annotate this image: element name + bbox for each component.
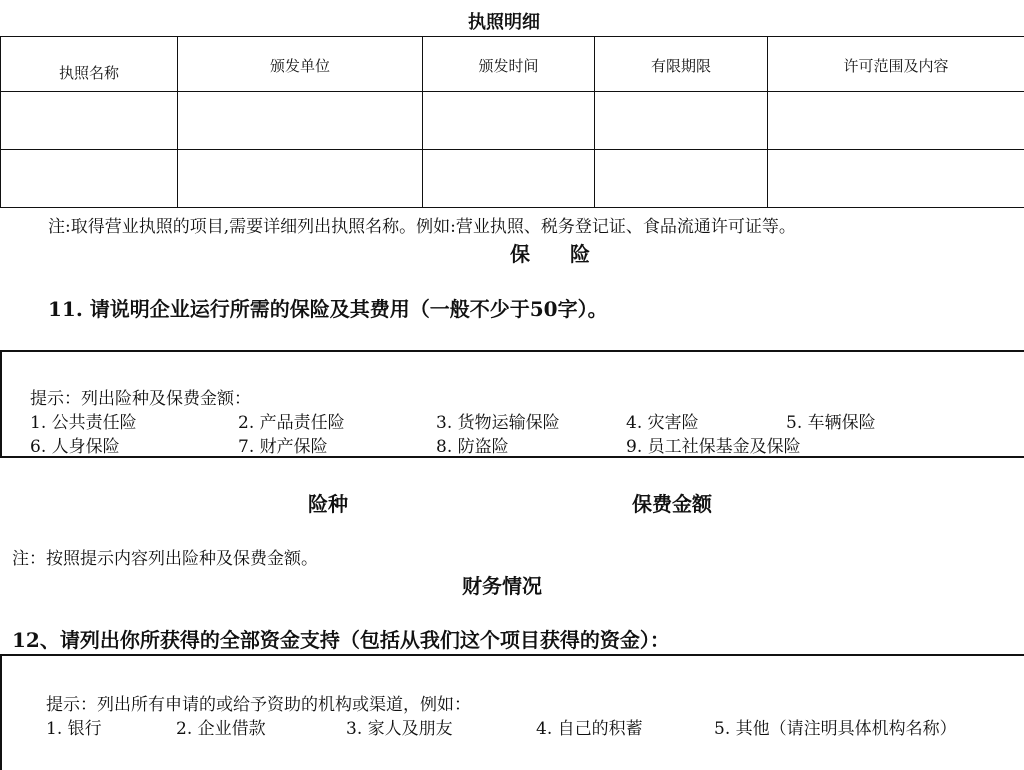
table-cell[interactable] [1,150,178,208]
table-row [1,92,1024,150]
license-table-header-row [1,37,1024,92]
finance-item: 4. 自己的积蓄 [536,714,643,739]
table-cell[interactable] [768,92,1024,150]
license-section-title: 执照明细 [468,8,540,34]
insurance-question: 11. 请说明企业运行所需的保险及其费用（一般不少于50字）。 [48,293,608,322]
finance-item: 1. 银行 [46,714,102,739]
table-cell[interactable] [423,92,595,150]
insurance-item: 3. 货物运输保险 [436,408,560,433]
header-issuing-authority: 颁发单位 [178,37,423,92]
insurance-section-title: 保 险 [510,238,590,267]
insurance-item: 6. 人身保险 [30,432,120,457]
finance-item: 2. 企业借款 [176,714,266,739]
table-cell[interactable] [595,92,768,150]
finance-question: 12、请列出你所获得的全部资金支持（包括从我们这个项目获得的资金）： [12,624,670,653]
finance-item: 5. 其他（请注明具体机构名称） [714,714,957,739]
header-permit-scope: 许可范围及内容 [768,37,1024,92]
finance-hint-box [0,654,1024,770]
finance-hint-title: 提示：列出所有申请的或给予资助的机构或渠道，例如： [46,690,471,715]
insurance-col-amount: 保费金额 [632,488,712,517]
table-cell[interactable] [1,92,178,150]
finance-item: 3. 家人及朋友 [346,714,453,739]
table-cell[interactable] [595,150,768,208]
insurance-note: 注：按照提示内容列出险种及保费金额。 [12,544,318,569]
insurance-item: 4. 灾害险 [626,408,699,433]
table-cell[interactable] [178,150,423,208]
finance-section-title: 财务情况 [462,570,542,599]
insurance-item: 8. 防盗险 [436,432,509,457]
insurance-item: 9. 员工社保基金及保险 [626,432,801,457]
insurance-item: 1. 公共责任险 [30,408,137,433]
insurance-hint-box [0,350,1024,458]
header-issue-date: 颁发时间 [423,37,595,92]
table-cell[interactable] [423,150,595,208]
insurance-hint-title: 提示：列出险种及保费金额： [30,384,251,409]
header-license-name: 执照名称 [1,37,178,92]
insurance-item: 2. 产品责任险 [238,408,345,433]
license-note: 注:取得营业执照的项目,需要详细列出执照名称。例如:营业执照、税务登记证、食品流通许可证等。 [48,212,796,237]
table-row [1,150,1024,208]
table-cell[interactable] [768,150,1024,208]
table-cell[interactable] [178,92,423,150]
license-table [0,36,1024,208]
insurance-item: 5. 车辆保险 [786,408,876,433]
header-validity-period: 有限期限 [595,37,768,92]
insurance-col-type: 险种 [308,488,348,517]
insurance-item: 7. 财产保险 [238,432,328,457]
